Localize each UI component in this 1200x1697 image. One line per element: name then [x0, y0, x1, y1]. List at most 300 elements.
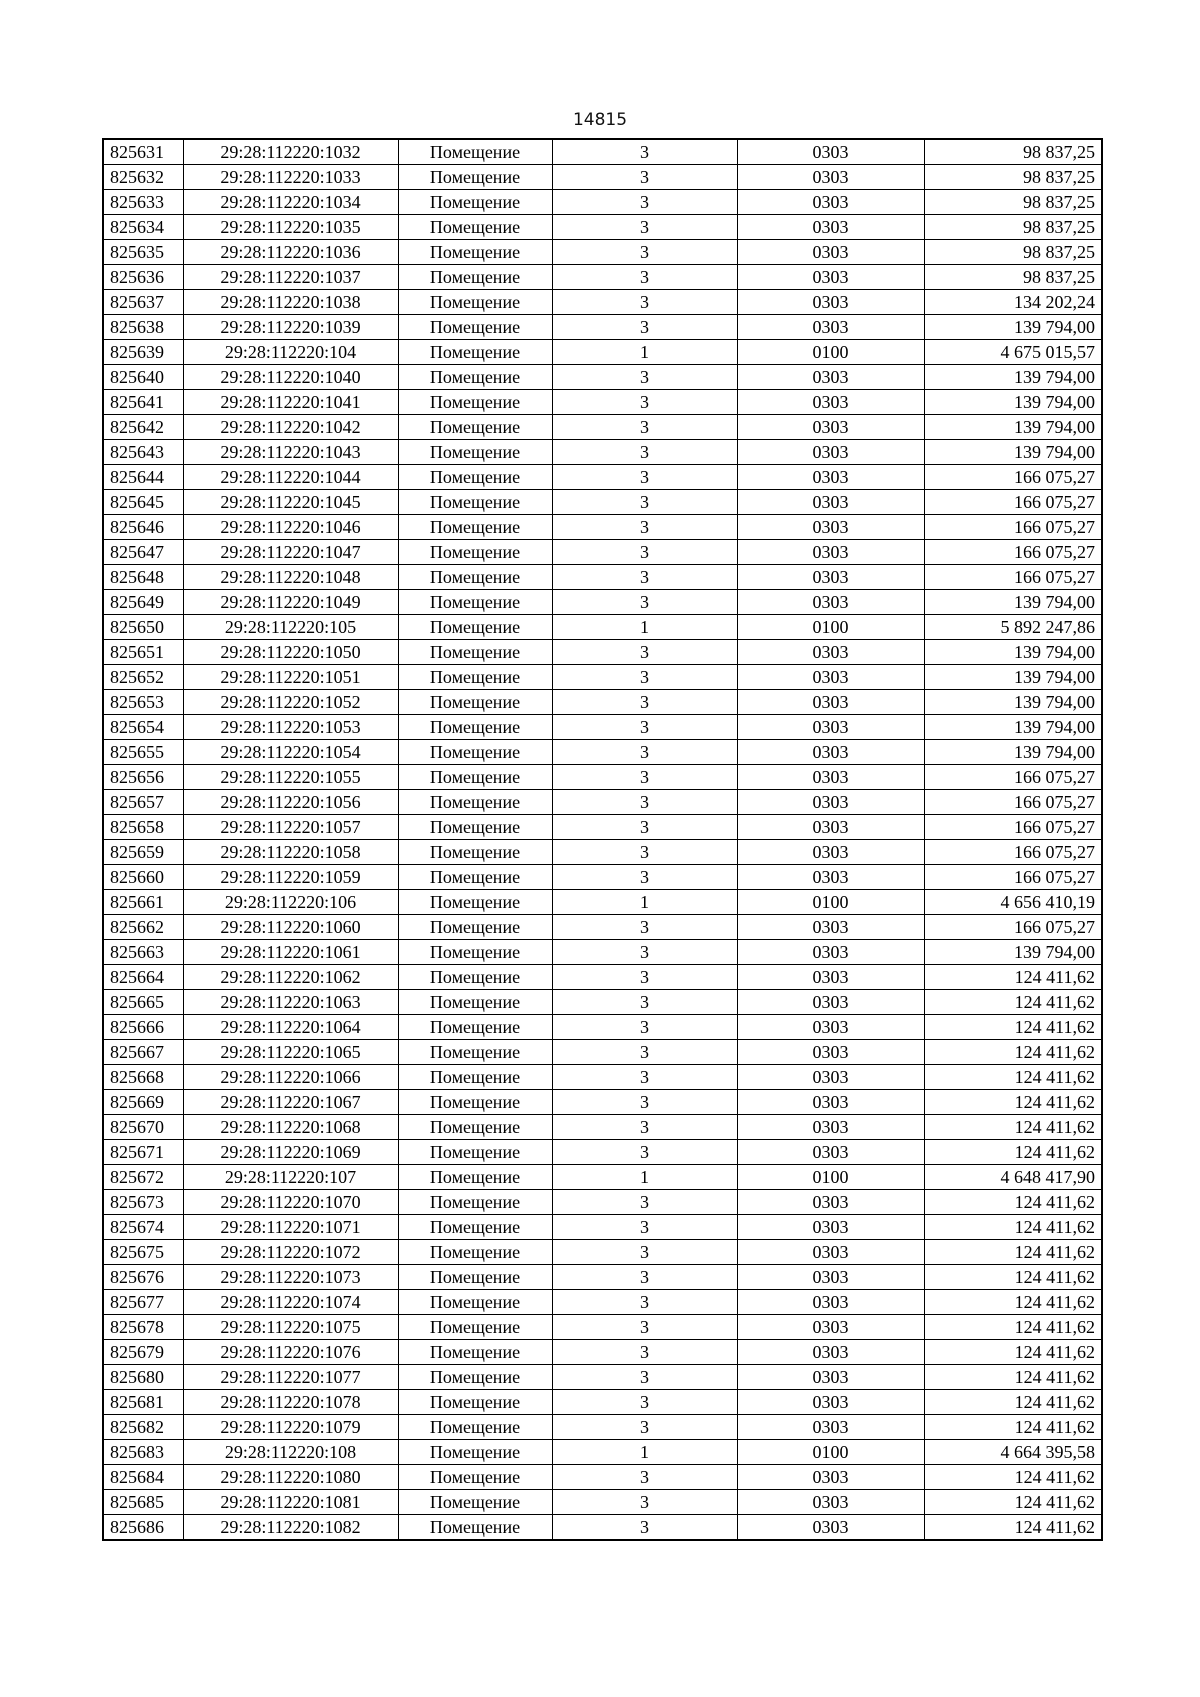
object-type-cell: Помещение: [398, 1240, 552, 1265]
record-id-cell: 825638: [103, 315, 183, 340]
record-id-cell: 825670: [103, 1115, 183, 1140]
record-id-cell: 825669: [103, 1090, 183, 1115]
object-type-cell: Помещение: [398, 565, 552, 590]
table-row: [103, 515, 1102, 540]
cadastral-number-cell: 29:28:112220:1049: [183, 590, 398, 615]
cadastral-value-cell: 139 794,00: [924, 665, 1102, 690]
group-cell: 3: [552, 540, 737, 565]
table-row: [103, 240, 1102, 265]
cadastral-value-cell: 98 837,25: [924, 240, 1102, 265]
object-type-cell: Помещение: [398, 1515, 552, 1541]
table-row: [103, 890, 1102, 915]
group-cell: 3: [552, 1340, 737, 1365]
cadastral-value-cell: 98 837,25: [924, 165, 1102, 190]
cadastral-value-cell: 4 664 395,58: [924, 1440, 1102, 1465]
group-cell: 3: [552, 1240, 737, 1265]
table-row: [103, 1490, 1102, 1515]
code-cell: 0303: [737, 1515, 924, 1541]
record-id-cell: 825650: [103, 615, 183, 640]
cadastral-number-cell: 29:28:112220:1047: [183, 540, 398, 565]
code-cell: 0303: [737, 965, 924, 990]
code-cell: 0303: [737, 1115, 924, 1140]
record-id-cell: 825673: [103, 1190, 183, 1215]
cadastral-number-cell: 29:28:112220:1078: [183, 1390, 398, 1415]
group-cell: 3: [552, 665, 737, 690]
group-cell: 1: [552, 615, 737, 640]
cadastral-number-cell: 29:28:112220:1050: [183, 640, 398, 665]
record-id-cell: 825631: [103, 139, 183, 165]
cadastral-value-cell: 166 075,27: [924, 815, 1102, 840]
table-row: [103, 1065, 1102, 1090]
cadastral-number-cell: 29:28:112220:1039: [183, 315, 398, 340]
cadastral-number-cell: 29:28:112220:1052: [183, 690, 398, 715]
object-type-cell: Помещение: [398, 165, 552, 190]
table-row: [103, 1265, 1102, 1290]
object-type-cell: Помещение: [398, 1315, 552, 1340]
code-cell: 0303: [737, 540, 924, 565]
cadastral-value-cell: 124 411,62: [924, 1465, 1102, 1490]
group-cell: 3: [552, 315, 737, 340]
object-type-cell: Помещение: [398, 1440, 552, 1465]
record-id-cell: 825633: [103, 190, 183, 215]
table-row: [103, 290, 1102, 315]
registry-table-body: [103, 139, 1102, 1540]
cadastral-value-cell: 166 075,27: [924, 490, 1102, 515]
object-type-cell: Помещение: [398, 190, 552, 215]
code-cell: 0303: [737, 415, 924, 440]
cadastral-value-cell: 124 411,62: [924, 1140, 1102, 1165]
table-row: [103, 590, 1102, 615]
record-id-cell: 825676: [103, 1265, 183, 1290]
group-cell: 3: [552, 365, 737, 390]
code-cell: 0303: [737, 465, 924, 490]
code-cell: 0303: [737, 790, 924, 815]
record-id-cell: 825642: [103, 415, 183, 440]
code-cell: 0303: [737, 1190, 924, 1215]
group-cell: 3: [552, 940, 737, 965]
record-id-cell: 825675: [103, 1240, 183, 1265]
cadastral-number-cell: 29:28:112220:1053: [183, 715, 398, 740]
cadastral-value-cell: 124 411,62: [924, 1515, 1102, 1541]
record-id-cell: 825649: [103, 590, 183, 615]
table-row: [103, 840, 1102, 865]
object-type-cell: Помещение: [398, 315, 552, 340]
code-cell: 0303: [737, 1315, 924, 1340]
table-row: [103, 465, 1102, 490]
code-cell: 0303: [737, 440, 924, 465]
group-cell: 3: [552, 1365, 737, 1390]
code-cell: 0100: [737, 1165, 924, 1190]
object-type-cell: Помещение: [398, 665, 552, 690]
cadastral-number-cell: 29:28:112220:1063: [183, 990, 398, 1015]
group-cell: 3: [552, 1515, 737, 1541]
cadastral-value-cell: 4 675 015,57: [924, 340, 1102, 365]
object-type-cell: Помещение: [398, 990, 552, 1015]
cadastral-value-cell: 166 075,27: [924, 565, 1102, 590]
group-cell: 3: [552, 740, 737, 765]
table-row: [103, 1465, 1102, 1490]
object-type-cell: Помещение: [398, 1165, 552, 1190]
cadastral-value-cell: 139 794,00: [924, 640, 1102, 665]
code-cell: 0303: [737, 740, 924, 765]
object-type-cell: Помещение: [398, 890, 552, 915]
record-id-cell: 825656: [103, 765, 183, 790]
record-id-cell: 825648: [103, 565, 183, 590]
code-cell: 0303: [737, 1265, 924, 1290]
object-type-cell: Помещение: [398, 365, 552, 390]
group-cell: 3: [552, 415, 737, 440]
code-cell: 0303: [737, 1365, 924, 1390]
code-cell: 0303: [737, 165, 924, 190]
cadastral-value-cell: 134 202,24: [924, 290, 1102, 315]
object-type-cell: Помещение: [398, 1490, 552, 1515]
table-row: [103, 640, 1102, 665]
record-id-cell: 825651: [103, 640, 183, 665]
cadastral-number-cell: 29:28:112220:1062: [183, 965, 398, 990]
cadastral-number-cell: 29:28:112220:1045: [183, 490, 398, 515]
object-type-cell: Помещение: [398, 1090, 552, 1115]
code-cell: 0100: [737, 890, 924, 915]
object-type-cell: Помещение: [398, 1340, 552, 1365]
code-cell: 0303: [737, 365, 924, 390]
cadastral-number-cell: 29:28:112220:1074: [183, 1290, 398, 1315]
group-cell: 1: [552, 890, 737, 915]
code-cell: 0303: [737, 590, 924, 615]
code-cell: 0303: [737, 240, 924, 265]
code-cell: 0303: [737, 1065, 924, 1090]
object-type-cell: Помещение: [398, 1040, 552, 1065]
code-cell: 0303: [737, 1240, 924, 1265]
record-id-cell: 825647: [103, 540, 183, 565]
table-row: [103, 1015, 1102, 1040]
table-row: [103, 940, 1102, 965]
object-type-cell: Помещение: [398, 490, 552, 515]
table-row: [103, 1290, 1102, 1315]
cadastral-value-cell: 124 411,62: [924, 1265, 1102, 1290]
record-id-cell: 825682: [103, 1415, 183, 1440]
record-id-cell: 825684: [103, 1465, 183, 1490]
cadastral-number-cell: 29:28:112220:1080: [183, 1465, 398, 1490]
table-row: [103, 1090, 1102, 1115]
table-row: [103, 990, 1102, 1015]
group-cell: 3: [552, 190, 737, 215]
page-number: 14815: [572, 110, 628, 130]
cadastral-number-cell: 29:28:112220:1061: [183, 940, 398, 965]
record-id-cell: 825655: [103, 740, 183, 765]
cadastral-number-cell: 29:28:112220:1051: [183, 665, 398, 690]
group-cell: 3: [552, 815, 737, 840]
cadastral-value-cell: 124 411,62: [924, 1415, 1102, 1440]
object-type-cell: Помещение: [398, 1290, 552, 1315]
object-type-cell: Помещение: [398, 340, 552, 365]
object-type-cell: Помещение: [398, 740, 552, 765]
group-cell: 3: [552, 1290, 737, 1315]
cadastral-number-cell: 29:28:112220:108: [183, 1440, 398, 1465]
object-type-cell: Помещение: [398, 390, 552, 415]
cadastral-value-cell: 124 411,62: [924, 1190, 1102, 1215]
cadastral-value-cell: 124 411,62: [924, 1340, 1102, 1365]
cadastral-number-cell: 29:28:112220:1048: [183, 565, 398, 590]
cadastral-value-cell: 166 075,27: [924, 765, 1102, 790]
group-cell: 3: [552, 1315, 737, 1340]
record-id-cell: 825679: [103, 1340, 183, 1365]
cadastral-value-cell: 4 648 417,90: [924, 1165, 1102, 1190]
object-type-cell: Помещение: [398, 139, 552, 165]
object-type-cell: Помещение: [398, 290, 552, 315]
code-cell: 0303: [737, 1290, 924, 1315]
cadastral-number-cell: 29:28:112220:1072: [183, 1240, 398, 1265]
cadastral-number-cell: 29:28:112220:1035: [183, 215, 398, 240]
table-row: [103, 690, 1102, 715]
group-cell: 3: [552, 465, 737, 490]
cadastral-number-cell: 29:28:112220:1036: [183, 240, 398, 265]
record-id-cell: 825653: [103, 690, 183, 715]
table-row: [103, 390, 1102, 415]
cadastral-number-cell: 29:28:112220:1076: [183, 1340, 398, 1365]
record-id-cell: 825644: [103, 465, 183, 490]
object-type-cell: Помещение: [398, 1365, 552, 1390]
code-cell: 0303: [737, 865, 924, 890]
cadastral-number-cell: 29:28:112220:1055: [183, 765, 398, 790]
group-cell: 3: [552, 1390, 737, 1415]
code-cell: 0303: [737, 1390, 924, 1415]
record-id-cell: 825635: [103, 240, 183, 265]
group-cell: 3: [552, 1040, 737, 1065]
table-row: [103, 490, 1102, 515]
object-type-cell: Помещение: [398, 240, 552, 265]
cadastral-value-cell: 166 075,27: [924, 540, 1102, 565]
object-type-cell: Помещение: [398, 415, 552, 440]
table-row: [103, 815, 1102, 840]
group-cell: 3: [552, 565, 737, 590]
table-row: [103, 915, 1102, 940]
group-cell: 3: [552, 515, 737, 540]
code-cell: 0303: [737, 1490, 924, 1515]
record-id-cell: 825636: [103, 265, 183, 290]
cadastral-number-cell: 29:28:112220:1054: [183, 740, 398, 765]
cadastral-number-cell: 29:28:112220:1082: [183, 1515, 398, 1541]
object-type-cell: Помещение: [398, 915, 552, 940]
table-row: [103, 1115, 1102, 1140]
group-cell: 3: [552, 640, 737, 665]
group-cell: 3: [552, 1415, 737, 1440]
code-cell: 0303: [737, 290, 924, 315]
record-id-cell: 825678: [103, 1315, 183, 1340]
group-cell: 3: [552, 1215, 737, 1240]
cadastral-number-cell: 29:28:112220:1058: [183, 840, 398, 865]
cadastral-value-cell: 124 411,62: [924, 990, 1102, 1015]
cadastral-number-cell: 29:28:112220:1033: [183, 165, 398, 190]
code-cell: 0303: [737, 1015, 924, 1040]
object-type-cell: Помещение: [398, 865, 552, 890]
code-cell: 0303: [737, 390, 924, 415]
cadastral-number-cell: 29:28:112220:1042: [183, 415, 398, 440]
object-type-cell: Помещение: [398, 515, 552, 540]
table-row: [103, 615, 1102, 640]
cadastral-number-cell: 29:28:112220:1075: [183, 1315, 398, 1340]
code-cell: 0100: [737, 340, 924, 365]
code-cell: 0303: [737, 765, 924, 790]
object-type-cell: Помещение: [398, 540, 552, 565]
record-id-cell: 825652: [103, 665, 183, 690]
record-id-cell: 825657: [103, 790, 183, 815]
cadastral-number-cell: 29:28:112220:1070: [183, 1190, 398, 1215]
cadastral-number-cell: 29:28:112220:1071: [183, 1215, 398, 1240]
cadastral-value-cell: 166 075,27: [924, 465, 1102, 490]
code-cell: 0303: [737, 515, 924, 540]
record-id-cell: 825665: [103, 990, 183, 1015]
group-cell: 3: [552, 390, 737, 415]
property-registry-table: [102, 138, 1103, 1541]
cadastral-value-cell: 4 656 410,19: [924, 890, 1102, 915]
cadastral-value-cell: 124 411,62: [924, 965, 1102, 990]
record-id-cell: 825677: [103, 1290, 183, 1315]
object-type-cell: Помещение: [398, 440, 552, 465]
code-cell: 0303: [737, 215, 924, 240]
object-type-cell: Помещение: [398, 1115, 552, 1140]
group-cell: 3: [552, 1115, 737, 1140]
object-type-cell: Помещение: [398, 1140, 552, 1165]
record-id-cell: 825666: [103, 1015, 183, 1040]
table-row: [103, 1440, 1102, 1465]
cadastral-value-cell: 98 837,25: [924, 265, 1102, 290]
cadastral-number-cell: 29:28:112220:1043: [183, 440, 398, 465]
code-cell: 0303: [737, 565, 924, 590]
group-cell: 3: [552, 490, 737, 515]
record-id-cell: 825632: [103, 165, 183, 190]
group-cell: 3: [552, 790, 737, 815]
record-id-cell: 825674: [103, 1215, 183, 1240]
record-id-cell: 825646: [103, 515, 183, 540]
cadastral-value-cell: 166 075,27: [924, 790, 1102, 815]
cadastral-number-cell: 29:28:112220:1060: [183, 915, 398, 940]
cadastral-value-cell: 166 075,27: [924, 515, 1102, 540]
record-id-cell: 825662: [103, 915, 183, 940]
cadastral-value-cell: 98 837,25: [924, 139, 1102, 165]
code-cell: 0303: [737, 490, 924, 515]
table-row: [103, 190, 1102, 215]
record-id-cell: 825671: [103, 1140, 183, 1165]
cadastral-number-cell: 29:28:112220:1073: [183, 1265, 398, 1290]
object-type-cell: Помещение: [398, 1390, 552, 1415]
table-row: [103, 1390, 1102, 1415]
record-id-cell: 825663: [103, 940, 183, 965]
code-cell: 0303: [737, 715, 924, 740]
record-id-cell: 825672: [103, 1165, 183, 1190]
cadastral-number-cell: 29:28:112220:1064: [183, 1015, 398, 1040]
table-row: [103, 1040, 1102, 1065]
table-row: [103, 1340, 1102, 1365]
object-type-cell: Помещение: [398, 765, 552, 790]
cadastral-number-cell: 29:28:112220:1046: [183, 515, 398, 540]
cadastral-value-cell: 124 411,62: [924, 1115, 1102, 1140]
group-cell: 3: [552, 1465, 737, 1490]
cadastral-value-cell: 139 794,00: [924, 390, 1102, 415]
group-cell: 3: [552, 965, 737, 990]
table-row: [103, 1240, 1102, 1265]
object-type-cell: Помещение: [398, 940, 552, 965]
record-id-cell: 825641: [103, 390, 183, 415]
group-cell: 3: [552, 215, 737, 240]
record-id-cell: 825681: [103, 1390, 183, 1415]
group-cell: 3: [552, 1490, 737, 1515]
cadastral-value-cell: 139 794,00: [924, 365, 1102, 390]
table-row: [103, 1190, 1102, 1215]
group-cell: 3: [552, 765, 737, 790]
group-cell: 3: [552, 165, 737, 190]
code-cell: 0303: [737, 139, 924, 165]
group-cell: 3: [552, 840, 737, 865]
record-id-cell: 825685: [103, 1490, 183, 1515]
cadastral-number-cell: 29:28:112220:107: [183, 1165, 398, 1190]
cadastral-value-cell: 124 411,62: [924, 1040, 1102, 1065]
group-cell: 1: [552, 1440, 737, 1465]
cadastral-value-cell: 139 794,00: [924, 440, 1102, 465]
code-cell: 0100: [737, 1440, 924, 1465]
object-type-cell: Помещение: [398, 965, 552, 990]
object-type-cell: Помещение: [398, 1265, 552, 1290]
code-cell: 0303: [737, 190, 924, 215]
cadastral-number-cell: 29:28:112220:1034: [183, 190, 398, 215]
group-cell: 3: [552, 1140, 737, 1165]
cadastral-value-cell: 5 892 247,86: [924, 615, 1102, 640]
table-row: [103, 440, 1102, 465]
code-cell: 0303: [737, 265, 924, 290]
object-type-cell: Помещение: [398, 615, 552, 640]
code-cell: 0303: [737, 640, 924, 665]
group-cell: 3: [552, 440, 737, 465]
record-id-cell: 825660: [103, 865, 183, 890]
record-id-cell: 825640: [103, 365, 183, 390]
cadastral-number-cell: 29:28:112220:1032: [183, 139, 398, 165]
cadastral-value-cell: 124 411,62: [924, 1315, 1102, 1340]
group-cell: 3: [552, 1190, 737, 1215]
group-cell: 3: [552, 139, 737, 165]
table-row: [103, 565, 1102, 590]
cadastral-value-cell: 124 411,62: [924, 1065, 1102, 1090]
record-id-cell: 825661: [103, 890, 183, 915]
record-id-cell: 825668: [103, 1065, 183, 1090]
cadastral-value-cell: 124 411,62: [924, 1490, 1102, 1515]
code-cell: 0303: [737, 940, 924, 965]
table-row: [103, 315, 1102, 340]
object-type-cell: Помещение: [398, 1465, 552, 1490]
code-cell: 0303: [737, 1040, 924, 1065]
cadastral-number-cell: 29:28:112220:1056: [183, 790, 398, 815]
code-cell: 0303: [737, 815, 924, 840]
code-cell: 0303: [737, 1090, 924, 1115]
object-type-cell: Помещение: [398, 715, 552, 740]
code-cell: 0303: [737, 1140, 924, 1165]
table-row: [103, 340, 1102, 365]
code-cell: 0303: [737, 990, 924, 1015]
cadastral-value-cell: 124 411,62: [924, 1290, 1102, 1315]
group-cell: 3: [552, 265, 737, 290]
cadastral-number-cell: 29:28:112220:1068: [183, 1115, 398, 1140]
table-row: [103, 715, 1102, 740]
cadastral-value-cell: 124 411,62: [924, 1015, 1102, 1040]
code-cell: 0303: [737, 1215, 924, 1240]
code-cell: 0303: [737, 1465, 924, 1490]
cadastral-value-cell: 166 075,27: [924, 915, 1102, 940]
object-type-cell: Помещение: [398, 690, 552, 715]
cadastral-value-cell: 124 411,62: [924, 1240, 1102, 1265]
cadastral-value-cell: 166 075,27: [924, 840, 1102, 865]
table-row: [103, 540, 1102, 565]
code-cell: 0303: [737, 915, 924, 940]
object-type-cell: Помещение: [398, 815, 552, 840]
group-cell: 1: [552, 1165, 737, 1190]
